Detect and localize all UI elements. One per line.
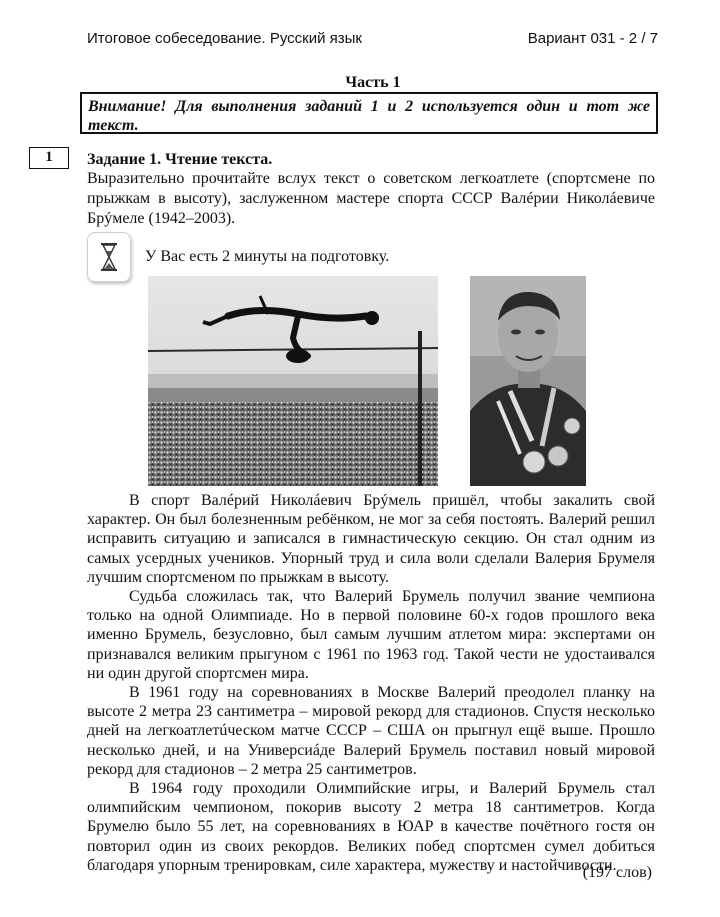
- word-count: (197 слов): [582, 864, 652, 881]
- portrait-photo: [470, 276, 586, 486]
- notice-box: Внимание! Для выполнения заданий 1 и 2 используется один и тот же текст.: [80, 92, 658, 134]
- header-subject: Итоговое собеседование. Русский язык: [87, 30, 362, 47]
- story-paragraph: Судьба сложилась так, что Валерий Брумель получил звание чемпиона только на одной Олимпиаде. Но в первой половине 60-х годов прошлого века именно Брумель, безусловно, был самым лучшим атлетом мира: экспертами он признавался великим прыгуном с 1961 по 1963 год. Такой чести не удостаивался ни один другой спортсмен мира.: [87, 588, 655, 682]
- story-paragraph: В спорт Валéрий Николáевич Брýмель пришёл, чтобы закалить свой характер. Он был болезненным ребёнком, не мог за себя постоять. Валерий решил исправить ситуацию и записался в гимнастическую секцию. Он стал одним из самых усердных учеников. Упорный труд и сила воли сделали Валерия Брумеля лучшим спортсменом по прыжкам в высоту.: [87, 492, 655, 586]
- hourglass-icon: [99, 242, 119, 272]
- part-title: Часть 1: [345, 74, 401, 91]
- story-text: [87, 491, 655, 875]
- task-title: Задание 1. Чтение текста.: [87, 151, 273, 168]
- task-intro: Выразительно прочитайте вслух текст о советском легкоатлете (спортсмене по прыжкам в высоту), заслуженном мастере спорта СССР Валéрии Николáевиче Брýмеле (1942–2003).: [87, 170, 655, 227]
- timer-badge: [87, 232, 131, 282]
- story-paragraph: В 1964 году проходили Олимпийские игры, и Валерий Брумель стал олимпийским чемпионом, покорив высоту 2 метра 18 сантиметров. Когда Брумелю было 55 лет, на соревнованиях в ЮАР в качестве почётного гостя он повторил один из своих рекордов. Великих побед спортсмен сумел добиться благодаря упорным тренировкам, силе характера, мужеству и настойчивости.: [87, 780, 655, 874]
- high-jump-photo: [148, 276, 438, 486]
- task-number-box: 1: [29, 147, 69, 169]
- header-variant: Вариант 031 - 2 / 7: [527, 30, 658, 47]
- story-paragraph: В 1961 году на соревнованиях в Москве Валерий преодолел планку на высоте 2 метра 23 сантиметра – мировой рекорд для стадионов. Спустя несколько дней на легкоатлетúческом матче СССР – США он прыгнул ещё выше. Прошло несколько дней, и на Универсиáде Валерий Брумель поставил новый мировой рекорд для стадионов – 2 метра 25 сантиметров.: [87, 684, 655, 778]
- prep-time-note: У Вас есть 2 минуты на подготовку.: [145, 248, 390, 265]
